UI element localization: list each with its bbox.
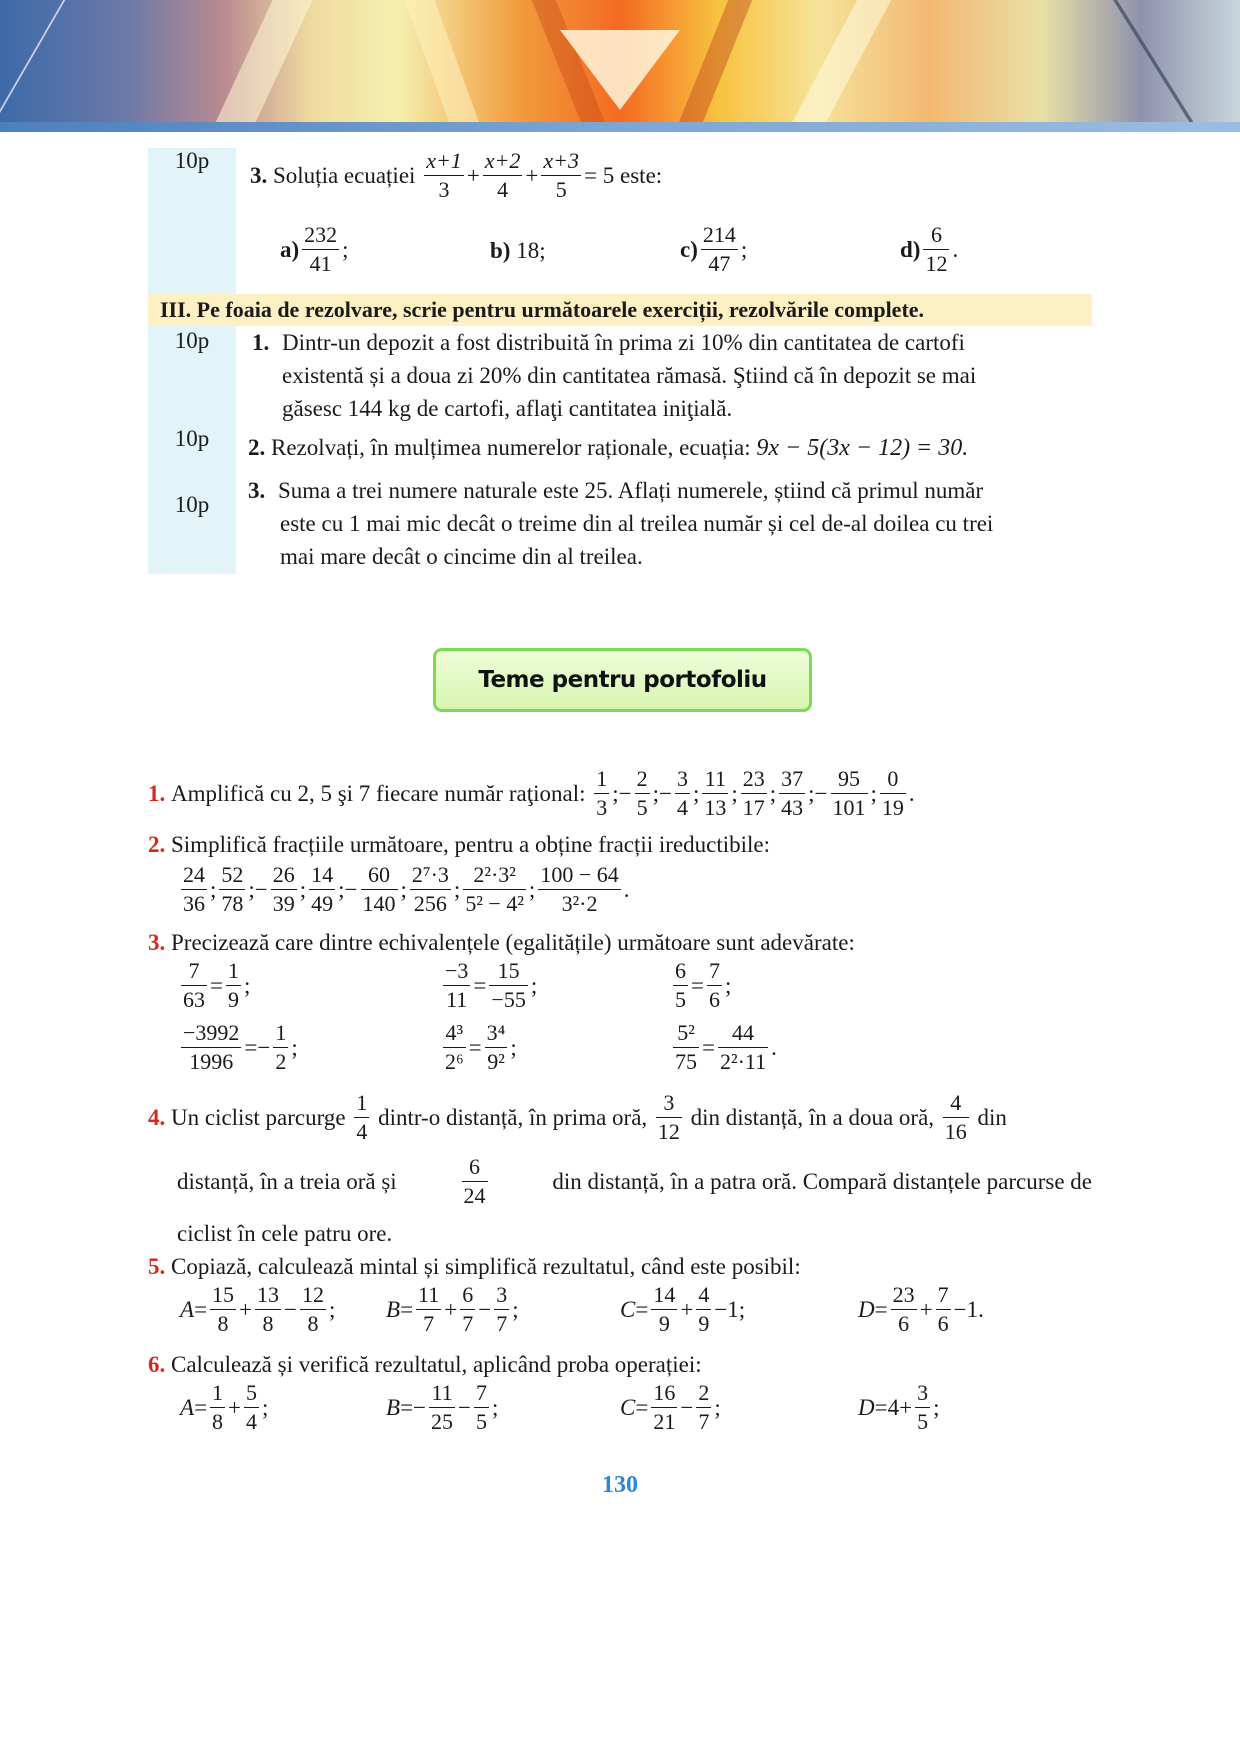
operator: + — [919, 1296, 933, 1322]
question-number: 2. — [248, 435, 266, 460]
fraction: $\frac{60}{140}$ — [362, 862, 396, 916]
exercise-text: din distanță, în a patra oră. Compară distanțele parcurse de — [552, 1168, 1092, 1194]
equals-sign: = — [194, 1296, 208, 1322]
fraction: $\frac{-3992}{1996}$ — [183, 1020, 240, 1074]
exercise-text: Copiază, calculează mintal și simplifică rezultatul, când este posibil: — [171, 1254, 801, 1279]
fraction: $\frac{23}{6}$ — [892, 1282, 915, 1336]
fraction: $\frac{6}{24}$ — [463, 1154, 486, 1208]
operator: − — [284, 1296, 298, 1322]
question-number: 3. — [250, 162, 268, 188]
exercise-2-fractions: $\frac{24}{36}$ ; $\frac{52}{78}$ ; − $\frac{26}{39}$ ; $\frac{14}{49}$ ; − $\frac{60}{140}$ ; $\frac{\text{2⁷·3}}{256}$ ; $\frac{\text{2²·3²}}{\text{5² − 4²}}$ ; $\frac{100 - 64}{\text{3²·2}}$ . — [178, 864, 629, 915]
exercise-3-prompt — [148, 926, 855, 959]
answer-option-b[interactable] — [490, 238, 546, 264]
expression-c — [620, 1284, 745, 1335]
prefix: − — [413, 1394, 427, 1420]
expression-d — [858, 1382, 939, 1433]
operator: − — [478, 1296, 492, 1322]
fraction: $\frac{2}{5}$ — [636, 766, 648, 820]
equation-rhs: = 5 — [584, 162, 615, 188]
answer-option-a[interactable] — [280, 224, 349, 275]
expression-name: A — [180, 1394, 195, 1420]
punctuation: ; — [510, 1034, 517, 1060]
answer-option-d[interactable] — [900, 224, 958, 275]
equals-sign: = — [244, 1034, 258, 1060]
fraction: $\frac{\text{5²}}{75}$ — [675, 1020, 697, 1074]
punctuation: ; — [714, 1394, 721, 1420]
expression-b — [386, 1284, 519, 1335]
separator: ; — [808, 780, 815, 806]
fraction-list — [591, 768, 909, 819]
header-banner-image — [0, 0, 1240, 128]
fraction: $\frac{2}{7}$ — [698, 1380, 710, 1434]
fraction-list — [178, 864, 624, 915]
separator: ; — [299, 876, 307, 902]
section-heading: III. Pe foaia de rezolvare, scrie pentru următoarele exerciții, rezolvările complete. — [160, 297, 925, 322]
points-label: 10p — [174, 492, 210, 517]
sign: − — [257, 1034, 271, 1060]
portfolio-title: Teme pentru portofoliu — [478, 667, 767, 693]
exercise-text: din — [977, 1104, 1007, 1130]
fraction: $\frac{1}{3}$ — [596, 766, 608, 820]
punctuation: . — [952, 236, 959, 262]
points-label: 10p — [174, 148, 210, 173]
fraction: $\frac{15}{-55}$ — [491, 958, 526, 1012]
separator: ; — [769, 780, 777, 806]
fraction: $\frac{15}{8}$ — [212, 1282, 235, 1336]
equals-sign: = — [400, 1394, 414, 1420]
option-label: c) — [680, 236, 698, 262]
fraction: $\frac{5}{4}$ — [246, 1380, 258, 1434]
fraction: $\frac{4}{9}$ — [698, 1282, 710, 1336]
exercise-5-prompt — [148, 1250, 801, 1283]
equation: 9x − 5(3x − 12) = 30. — [756, 435, 969, 461]
separator: ; — [338, 876, 345, 902]
equals-sign: = — [400, 1296, 414, 1322]
fraction: $\frac{1}{4}$ — [356, 1090, 368, 1144]
expression-a — [180, 1382, 268, 1433]
fraction: $\frac{100 - 64}{\text{3²·2}}$ — [540, 862, 619, 916]
equals-sign: = — [210, 972, 223, 998]
equals-sign: = — [194, 1394, 208, 1420]
expression-name: A — [180, 1296, 195, 1322]
operator: + — [239, 1296, 253, 1322]
exercise-text: Amplifică cu 2, 5 şi 7 fiecare număr raţional: — [171, 780, 586, 806]
fraction: $\frac{1}{8}$ — [212, 1380, 224, 1434]
fraction: $\frac{6}{5}$ — [675, 958, 686, 1012]
exercise-4-line-3: ciclist în cele patru ore. — [177, 1221, 393, 1246]
punctuation: ; — [512, 1296, 519, 1322]
equals-sign: = — [874, 1296, 888, 1322]
fraction: $\frac{14}{49}$ — [311, 862, 334, 916]
punctuation: ; — [291, 1034, 298, 1060]
fraction: $\frac{16}{21}$ — [653, 1380, 676, 1434]
separator: ; — [400, 876, 407, 902]
fraction: $\frac{x+3}{5}$ — [543, 148, 580, 202]
punctuation: ; — [262, 1394, 269, 1420]
question-line: Suma a trei numere naturale este 25. Aflați numerele, știind că primul număr — [278, 478, 984, 503]
header-accent-bar — [0, 122, 1240, 132]
operator: + — [444, 1296, 458, 1322]
fraction: $\frac{11}{25}$ — [431, 1380, 454, 1434]
operator: + — [899, 1394, 913, 1420]
operator: − — [458, 1394, 472, 1420]
equals-sign: = — [702, 1034, 715, 1060]
exercise-number: 3. — [148, 930, 166, 955]
punctuation: ; — [740, 236, 748, 262]
question-text: Soluția ecuației — [273, 162, 416, 188]
question-line: Dintr-un depozit a fost distribuită în prima zi 10% din cantitatea de cartofi — [282, 330, 965, 355]
expression-name: B — [386, 1394, 401, 1420]
separator: ; — [692, 780, 700, 806]
question-ii-3: 3. Soluția ecuației $\frac{x+1}{3}$ + $\frac{x+2}{4}$ + $\frac{x+3}{5}$ = 5 este: — [250, 148, 663, 202]
question-text: Rezolvați, în mulțimea numerelor raționale, ecuația: — [271, 435, 751, 460]
exercise-number: 4. — [148, 1104, 166, 1130]
fraction: $\frac{37}{43}$ — [781, 766, 804, 820]
fraction: $\frac{\text{4³}}{\text{2⁶}}$ — [445, 1020, 464, 1074]
fraction: $\frac{7}{63}$ — [183, 958, 205, 1012]
fraction: $\frac{95}{101}$ — [832, 766, 866, 820]
fraction: $\frac{1}{9}$ — [227, 958, 239, 1012]
question-number: 3. — [248, 478, 266, 503]
points-label: 10p — [174, 328, 210, 353]
operator: + — [228, 1394, 242, 1420]
equals-sign: = — [635, 1296, 649, 1322]
fraction: $\frac{\text{2⁷·3}}{256}$ — [411, 862, 449, 916]
fraction: $\frac{4}{16}$ — [944, 1090, 967, 1144]
fraction: $\frac{44}{\text{2²·11}}$ — [719, 1020, 767, 1074]
exercise-number: 1. — [148, 780, 166, 806]
separator: ; — [612, 780, 619, 806]
fraction: $\frac{14}{9}$ — [653, 1282, 676, 1336]
option-label: a) — [280, 236, 300, 262]
question-line: mai mare decât o cincime din al treilea. — [280, 544, 643, 569]
separator: ; — [731, 780, 738, 806]
equals-sign: = — [473, 972, 487, 998]
sign: − — [814, 780, 828, 806]
punctuation: ; — [492, 1394, 499, 1420]
sign: − — [659, 780, 672, 806]
sign: − — [618, 780, 632, 806]
expression-name: D — [858, 1394, 875, 1420]
fraction: $\frac{214}{47}$ — [702, 222, 736, 276]
prefix: 4 — [887, 1394, 900, 1420]
expression-b — [386, 1382, 498, 1433]
expression-d — [858, 1284, 984, 1335]
exercise-number: 2. — [148, 832, 166, 857]
sign: − — [254, 876, 268, 902]
page-number: 130 — [602, 1472, 638, 1498]
punctuation: ; — [933, 1394, 940, 1420]
exercise-text: Precizează care dintre echivalențele (egalitățile) următoare sunt adevărate: — [171, 930, 855, 955]
portfolio-title-box — [433, 648, 812, 712]
fraction: $\frac{-3}{11}$ — [445, 958, 469, 1012]
question-line: este cu 1 mai mic decât o treime din al treilea număr și cel de-al doilea cu trei — [280, 511, 994, 536]
expression-name: C — [620, 1394, 636, 1420]
fraction: $\frac{7}{6}$ — [937, 1282, 949, 1336]
option-value: 18; — [516, 238, 546, 263]
fraction: $\frac{6}{7}$ — [462, 1282, 474, 1336]
punctuation: ; — [342, 236, 349, 262]
equals-sign: = — [635, 1394, 649, 1420]
question-line: existentă și a doua zi 20% din cantitatea rămasă. Ştiind că în depozit se mai — [282, 363, 977, 388]
fraction: $\frac{7}{6}$ — [708, 958, 720, 1012]
separator: ; — [528, 876, 536, 902]
equals-sign: = — [691, 972, 704, 998]
equals-sign: = — [468, 1034, 482, 1060]
exercise-6-prompt — [148, 1348, 702, 1381]
equality — [670, 1022, 777, 1073]
exercise-2-prompt — [148, 828, 770, 861]
expression-name: B — [386, 1296, 401, 1322]
question-text-end: este: — [620, 162, 663, 188]
expression-name: D — [858, 1296, 875, 1322]
separator: ; — [453, 876, 461, 902]
separator: ; — [210, 876, 217, 902]
fraction: $\frac{24}{36}$ — [183, 862, 205, 916]
points-label: 10p — [174, 426, 210, 451]
fraction: $\frac{52}{78}$ — [221, 862, 244, 916]
question-number: 1. — [252, 330, 270, 355]
equality — [440, 960, 537, 1011]
fraction: $\frac{x+1}{3}$ — [426, 148, 462, 202]
fraction: $\frac{3}{5}$ — [917, 1380, 929, 1434]
fraction: $\frac{6}{12}$ — [925, 222, 948, 276]
question-iii-2 — [248, 431, 968, 465]
exercise-1: 1. Amplifică cu 2, 5 şi 7 fiecare număr raţional: $\frac{1}{3}$ ; − $\frac{2}{5}$ ; − $\frac{3}{4}$ ; $\frac{11}{13}$ ; $\frac{23}{17}$ ; $\frac{37}{43}$ ; − $\frac{95}{101}$ ; $\frac{0}{19}$ . — [148, 766, 915, 820]
operator: + — [680, 1296, 694, 1322]
fraction: $\frac{x+2}{4}$ — [484, 148, 521, 202]
fraction: $\frac{13}{8}$ — [257, 1282, 280, 1336]
punctuation: ; — [329, 1296, 336, 1322]
punctuation: ; — [243, 972, 251, 998]
fraction: $\frac{26}{39}$ — [272, 862, 295, 916]
exercise-text: Un ciclist parcurge — [171, 1104, 346, 1130]
answer-option-c[interactable] — [680, 224, 747, 275]
exercise-text: din distanță, în a doua oră, — [690, 1104, 935, 1130]
question-line: găsesc 144 kg de cartofi, aflaţi cantitatea iniţială. — [282, 396, 733, 421]
fraction: $\frac{\text{3⁴}}{\text{9²}}$ — [486, 1020, 506, 1074]
exercise-text: dintr-o distanță, în prima oră, — [378, 1104, 648, 1130]
exercise-4-line-1 — [148, 1092, 1007, 1143]
punctuation: . — [978, 1296, 984, 1322]
punctuation: ; — [724, 972, 732, 998]
fraction: $\frac{12}{8}$ — [302, 1282, 325, 1336]
separator: ; — [652, 780, 659, 806]
separator: ; — [248, 876, 255, 902]
exercise-text: Simplifică fracțiile următoare, pentru a obține fracții ireductibile: — [171, 832, 771, 857]
fraction: $\frac{3}{7}$ — [496, 1282, 508, 1336]
exercise-number: 6. — [148, 1352, 166, 1377]
operator: − — [680, 1394, 694, 1420]
fraction: $\frac{11}{7}$ — [418, 1282, 440, 1336]
expression-name: C — [620, 1296, 636, 1322]
exercise-4-line-2 — [177, 1156, 1092, 1207]
sign: − — [344, 876, 358, 902]
punctuation: ; — [530, 972, 538, 998]
fraction: $\frac{23}{17}$ — [742, 766, 765, 820]
punctuation: ; — [738, 1296, 746, 1322]
fraction: $\frac{3}{12}$ — [657, 1090, 680, 1144]
fraction: $\frac{232}{41}$ — [304, 222, 338, 276]
option-label: d) — [900, 236, 921, 262]
option-label: b) — [490, 238, 511, 263]
fraction: $\frac{1}{2}$ — [275, 1020, 287, 1074]
fraction: $\frac{\text{2²·3²}}{\text{5² − 4²}}$ — [465, 862, 524, 916]
fraction: $\frac{7}{5}$ — [476, 1380, 488, 1434]
punctuation: . — [771, 1034, 777, 1060]
equality — [670, 960, 731, 1011]
equality — [440, 1022, 517, 1073]
equality — [178, 1022, 298, 1073]
tail-term: −1 — [953, 1296, 979, 1322]
equality — [178, 960, 250, 1011]
tail-term: −1 — [714, 1296, 739, 1322]
expression-a — [180, 1284, 335, 1335]
exercise-text: Calculează și verifică rezultatul, aplicând proba operației: — [171, 1352, 702, 1377]
equals-sign: = — [874, 1394, 888, 1420]
fraction: $\frac{11}{13}$ — [704, 766, 727, 820]
fraction: $\frac{3}{4}$ — [676, 766, 688, 820]
expression-c — [620, 1382, 721, 1433]
exercise-text: distanță, în a treia oră și — [177, 1168, 397, 1194]
separator: ; — [870, 780, 877, 806]
fraction: $\frac{0}{19}$ — [881, 766, 904, 820]
exercise-number: 5. — [148, 1254, 166, 1279]
